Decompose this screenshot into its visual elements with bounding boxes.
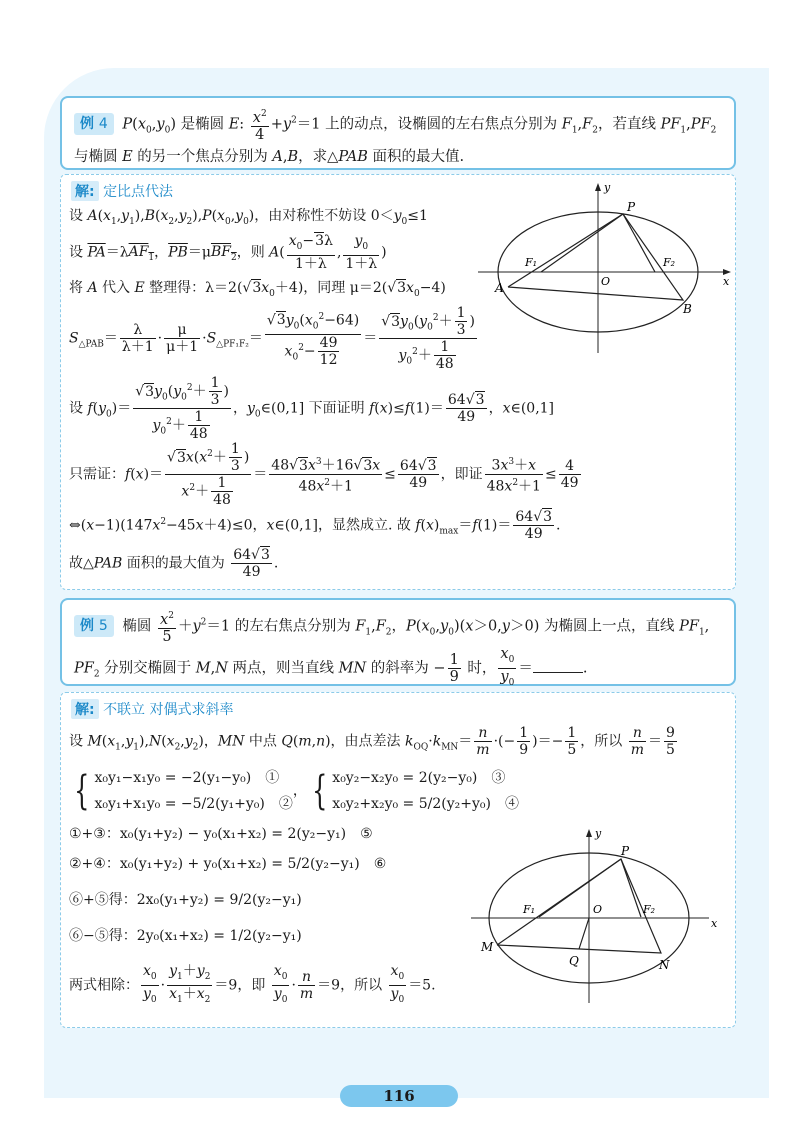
solution-4-box <box>60 174 736 590</box>
solution-line: 设 $M(x_1,y_1),N(x_2,y_2)$，MN 中点 Q(m,n)，由点差法 $k_{OQ}\cdot k_{MN}=$ $\frac{n}{m}$ ·(− $\frac{1}{9}$ )＝− $\frac{1}{5}$ ，所以 $\frac{n}{m}$ ＝ $\frac{9}{5}$ <box>69 725 675 758</box>
label-x: x <box>723 275 730 288</box>
solution-title: 解: 定比点代法 <box>71 181 725 201</box>
example-5-box: 例 5 椭圆 $\frac{x^2}{5}$ $+y^2=1$ 的左右焦点分别为 $F_1,F_2$，$P(x_0,y_0)(x>0,y>0)$ 为椭圆上一点，直线 $PF_1$, $PF_2$ 分别交椭圆于 M,N 两点，则当直线 MN 的斜率为 − $\frac{1}{9}$ 时， $\frac{x_0}{y_0}$ ＝ . <box>60 598 736 686</box>
label-m: M <box>481 940 494 954</box>
ellipse-figure-1 <box>473 177 735 357</box>
label-n: N <box>659 958 670 972</box>
solution-line: 故△PAB 面积的最大值为 $\frac{64√3}{49}$ . <box>69 547 279 580</box>
label-f2: F₂ <box>643 903 656 916</box>
example-4-box: 例 4 $P(x_0,y_0)$ 是椭圆 E: $\frac{x^2}{4}$ $+y^2=1$ 上的动点，设椭圆的左右焦点分别为 $F_1,F_2$，若直线 $PF_1,PF_2$ 与椭圆 E 的另一个焦点分别为 A,B，求△PAB 面积的最大值. <box>60 96 736 170</box>
solution-line: $S_{\triangle PAB}=$ $\frac{\lambda}{\lambda+1}$ · $\frac{\mu}{\mu+1}$ $\cdot S_{\triangle PF_1F_2}=$ $√3y_0(x_0^2-64)$ $x_0^2-$ $\frac{49}{12}$ ＝ $√3y_0(y_0^2+$ $\frac{1}{3}$ ) $y_0^2+$ $\frac{1}{48}$ <box>69 305 475 372</box>
solution-line: ⑥+⑤得：2x₀(y₁+y₂) = 9/2(y₂−y₁) <box>69 892 302 908</box>
label-x: x <box>711 917 718 930</box>
label-o: O <box>593 903 603 916</box>
equation-system: { x₀y₁−x₁y₀ = −2(y₁−y₀) ① x₀y₁+x₁y₀ = −5/2(y₁+y₀) ②， { x₀y₂−x₂y₀ = 2(y₂−y₀) ③ x₀y₂+x₂y₀ = 5/2(y₂+y₀) ④ <box>74 768 519 814</box>
label-b: B <box>683 302 692 316</box>
solution-line: 设 $f(y_0)=$ $√3y_0(y_0^2+$ $\frac{1}{3}$ ) $y_0^2+$ $\frac{1}{48}$ ，$y_0\in(0,1]$ 下面证明 f(x)≤f(1)＝ $\frac{64√3}{49}$ ，x∈(0,1] <box>69 375 555 442</box>
solution-line: ①+③：x₀(y₁+y₂) − y₀(x₁+x₂) = 2(y₂−y₁) ⑤ <box>69 826 373 842</box>
solution-line: 两式相除： $\frac{x_0}{y_0}$ · $\frac{y_1+y_2}{x_1+x_2}$ ＝9，即 $\frac{x_0}{y_0}$ · $\frac{n}{m}$ ＝9，所以 $\frac{x_0}{y_0}$ ＝5. <box>69 963 436 1005</box>
label-p: P <box>627 200 636 214</box>
solution-line: ⑥−⑤得：2y₀(x₁+x₂) = 1/2(y₂−y₁) <box>69 928 302 944</box>
solution-line: 只需证：f(x)＝ $√3x(x^2+$ $\frac{1}{3}$ ) $x^2+$ $\frac{1}{48}$ ＝ $\frac{48√3x^3+16√3x}{48x^2+1}$ ≤ $\frac{64√3}{49}$ ，即证 $\frac{3x^3+x}{48x^2+1}$ ≤ $\frac{4}{49}$ <box>69 441 579 508</box>
label-f2: F₂ <box>663 256 676 269</box>
solution-line: 设 $\overline{PA}=\lambda AF_1$，$\overline{PB}=\mu BF_2$，则 A( $\frac{x_0-3\lambda}{1+\lambda}$ , $\frac{y_0}{1+\lambda}$ ) <box>69 233 387 272</box>
solution-5-box <box>60 692 736 1028</box>
page-number: 116 <box>340 1085 458 1107</box>
label-a: A <box>495 281 504 295</box>
solution-line: ②+④：x₀(y₁+y₂) + y₀(x₁+x₂) = 5/2(y₂−y₁) ⑥ <box>69 856 387 872</box>
solution-line: $\Leftrightarrow(x-1)(147x^2-45x+4)\le 0$，x∈(0,1]，显然成立. 故 $f(x)_{max}=f(1)=$ $\frac{64√3}{49}$ . <box>69 509 561 542</box>
label-f1: F₁ <box>523 903 536 916</box>
label-p: P <box>621 844 630 858</box>
label-y: y <box>604 181 611 194</box>
solution-line: 将 A 代入 E 整理得：$\lambda=2(√3x_0+4)$，同理 $\mu=2(√3x_0-4)$ <box>69 280 446 299</box>
label-y: y <box>595 827 602 840</box>
solution-title: 解: 不联立 对偶式求斜率 <box>71 699 725 719</box>
ellipse-figure-2 <box>469 823 731 1013</box>
label-q: Q <box>569 954 579 968</box>
example-tag: 例 5 <box>74 615 114 637</box>
solution-line: 设 $A(x_1,y_1),B(x_2,y_2),P(x_0,y_0)$，由对称性不妨设 $0<y_0\le 1$ <box>69 208 428 227</box>
label-o: O <box>601 275 611 288</box>
label-f1: F₁ <box>525 256 538 269</box>
example-tag: 例 4 <box>74 113 114 135</box>
